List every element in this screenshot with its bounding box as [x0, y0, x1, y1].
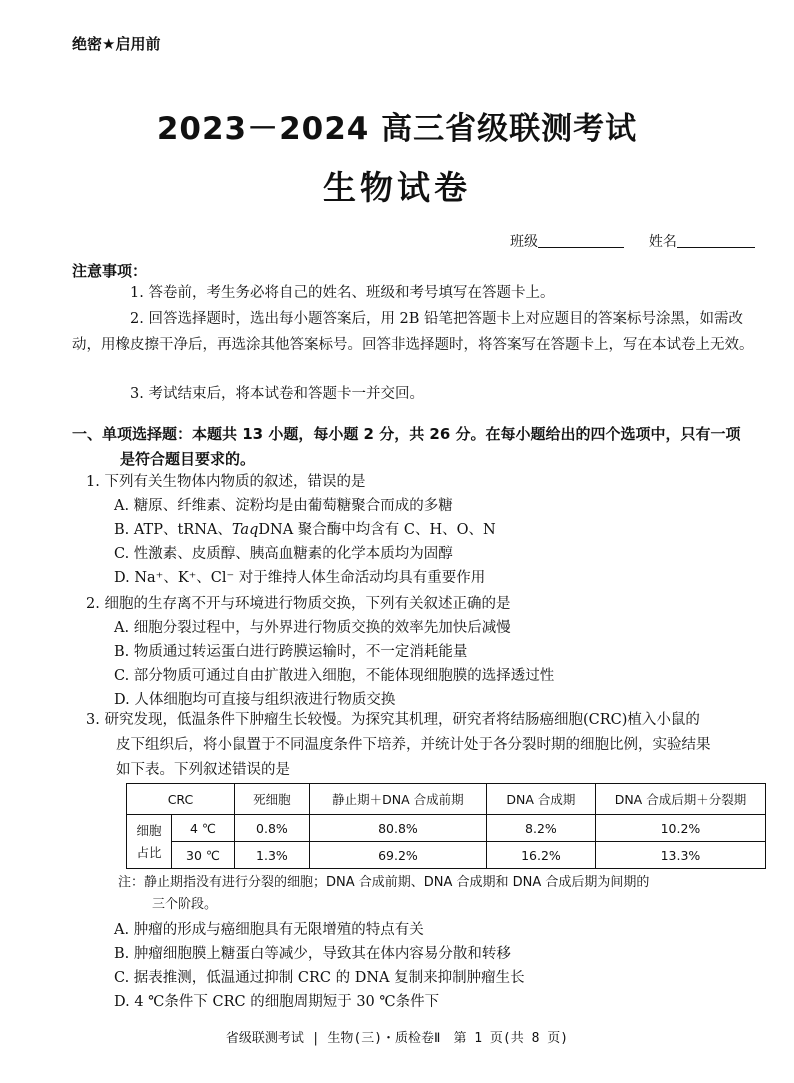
q3-option-b: B. 肿瘤细胞膜上糖蛋白等减少，导致其在体内容易分散和转移: [114, 946, 511, 962]
table-cell: 1.3%: [234, 842, 309, 869]
q1-option-b: [114, 518, 496, 542]
q2-option-d: D. 人体细胞均可直接与组织液进行物质交换: [114, 692, 396, 708]
q2-option-c: C. 部分物质可通过自由扩散进入细胞，不能体现细胞膜的选择透过性: [114, 668, 555, 684]
table-cell: 16.2%: [486, 842, 595, 869]
table-row: [127, 815, 766, 842]
q1-stem: 1. 下列有关生物体内物质的叙述，错误的是: [86, 474, 366, 490]
name-label: 姓名: [648, 234, 677, 250]
table-cell: 80.8%: [309, 815, 486, 842]
table-note-line2: 三个阶段。: [152, 897, 218, 912]
q3-option-c: C. 据表推测，低温通过抑制 CRC 的 DNA 复制来抑制肿瘤生长: [114, 970, 525, 986]
class-label: 班级: [510, 234, 538, 250]
table-header-row: [127, 784, 766, 815]
q1-option-b-italic: Taq: [231, 522, 259, 538]
q3-stem-line2: 皮下组织后，将小鼠置于不同温度条件下培养，并统计处于各分裂时期的细胞比例，实验结果: [116, 737, 711, 753]
table-note-line1: 注：静止期指没有进行分裂的细胞；DNA 合成前期、DNA 合成期和 DNA 合成后期为间期的: [118, 875, 650, 890]
q3-stem-line3: 如下表。下列叙述错误的是: [116, 762, 290, 778]
confidential-label: 绝密★启用前: [72, 35, 161, 53]
table-header-g2m: DNA 合成后期＋分裂期: [595, 784, 765, 815]
subject-title: 生物试卷: [323, 168, 471, 207]
table-cell: 13.3%: [595, 842, 765, 869]
table-note: [118, 872, 778, 916]
student-info: [510, 231, 755, 251]
name-blank[interactable]: [677, 233, 755, 248]
exam-title: 2023－2024 高三省级联测考试: [156, 111, 638, 147]
table-header-s: DNA 合成期: [486, 784, 595, 815]
q3-option-a: A. 肿瘤的形成与癌细胞具有无限增殖的特点有关: [114, 922, 424, 938]
table-header-crc: CRC: [127, 784, 235, 815]
section-heading: [72, 422, 772, 472]
table-cell: 10.2%: [595, 815, 765, 842]
table-cell: 8.2%: [486, 815, 595, 842]
page-footer: 省级联测考试 | 生物(三)・质检卷Ⅱ 第 1 页(共 8 页): [225, 1031, 569, 1046]
notice-item-3: 3. 考试结束后，将本试卷和答题卡一并交回。: [130, 386, 424, 402]
q2-option-a: A. 细胞分裂过程中，与外界进行物质交换的效率先加快后减慢: [114, 620, 511, 636]
q1-option-d: D. Na⁺、K⁺、Cl⁻ 对于维持人体生命活动均具有重要作用: [114, 570, 486, 586]
q3-stem: [86, 708, 776, 783]
table-row: [127, 842, 766, 869]
notice-item-2: 2. 回答选择题时，选出每小题答案后，用 2B 铅笔把答题卡上对应题目的答案标号涂黑，如需改动，用橡皮擦干净后，再选涂其他答案标号。回答非选择题时，将答案写在答题卡上，写在本试卷上无效。: [72, 311, 754, 353]
table-cell: 0.8%: [234, 815, 309, 842]
q1-option-b-pre: B. ATP、tRNA、: [114, 522, 232, 538]
q2-option-b: B. 物质通过转运蛋白进行跨膜运输时，不一定消耗能量: [114, 644, 468, 660]
notice-item-1: 1. 答卷前，考生务必将自己的姓名、班级和考号填写在答题卡上。: [130, 285, 555, 301]
table-header-g0g1: 静止期＋DNA 合成前期: [309, 784, 486, 815]
table-row-group: [127, 815, 172, 869]
q1-option-a: A. 糖原、纤维素、淀粉均是由葡萄糖聚合而成的多糖: [114, 498, 453, 514]
q3-stem-line1: 3. 研究发现，低温条件下肿瘤生长较慢。为探究其机理，研究者将结肠癌细胞(CRC)植入小鼠的: [86, 712, 700, 728]
section-heading-line1: 一、单项选择题：本题共 13 小题，每小题 2 分，共 26 分。在每小题给出的四个选项中，只有一项: [72, 425, 741, 443]
notice-heading: 注意事项：: [72, 262, 148, 280]
class-blank[interactable]: [538, 233, 624, 248]
table-cell-temp: 4 ℃: [172, 815, 235, 842]
table-cell-temp: 30 ℃: [172, 842, 235, 869]
q1-option-b-post: DNA 聚合酶中均含有 C、H、O、N: [258, 522, 496, 538]
section-heading-line2: 是符合题目要求的。: [120, 450, 256, 468]
table-cell: 69.2%: [309, 842, 486, 869]
row-group-label: 细胞占比: [136, 822, 162, 860]
results-table: [126, 783, 766, 869]
table-header-dead: 死细胞: [234, 784, 309, 815]
q1-option-c: C. 性激素、皮质醇、胰高血糖素的化学本质均为固醇: [114, 546, 453, 562]
q3-option-d: D. 4 ℃条件下 CRC 的细胞周期短于 30 ℃条件下: [114, 994, 440, 1010]
q2-stem: 2. 细胞的生存离不开与环境进行物质交换，下列有关叙述正确的是: [86, 596, 511, 612]
